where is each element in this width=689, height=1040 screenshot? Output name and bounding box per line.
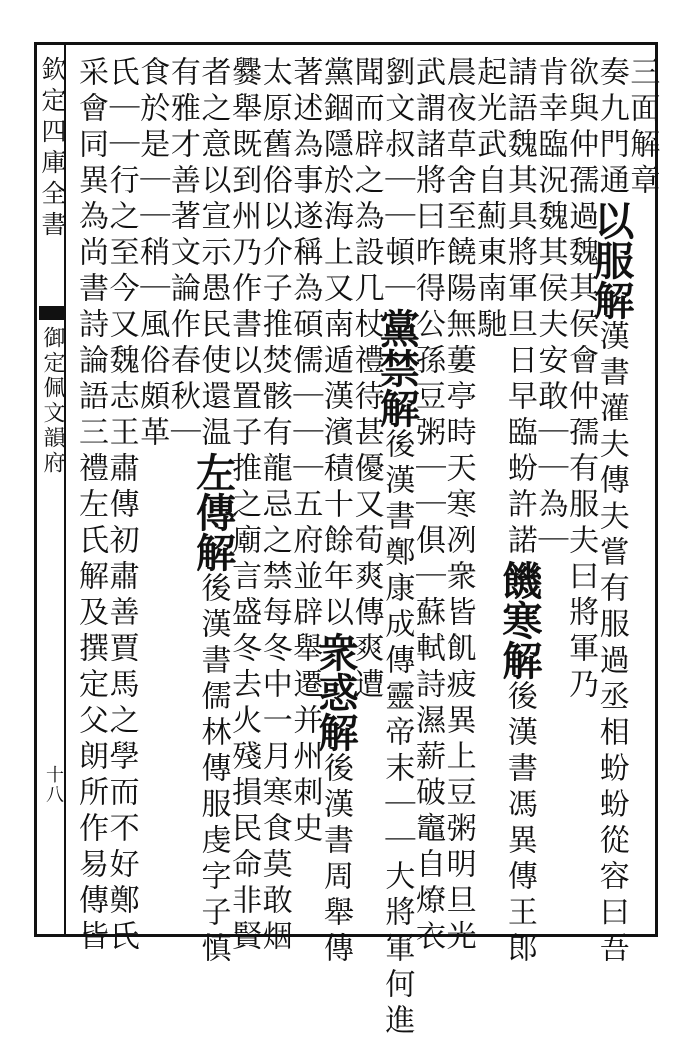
top-border bbox=[34, 42, 658, 45]
column-text: 肯幸臨況魏其侯夫安敢｜｜為｜ bbox=[532, 56, 568, 560]
margin-subtitle: 御定佩文韻府 bbox=[37, 300, 67, 476]
column-text: 晨夜草舍至饒陽無蔞亭時天寒冽衆皆飢疲異上豆粥明旦光 bbox=[440, 56, 476, 956]
column-text: 舉遷并州刺史 bbox=[287, 632, 323, 848]
column-text: 後漢書馮異傳王郎 bbox=[501, 680, 537, 968]
section-heading: 左傳解 bbox=[189, 452, 237, 572]
section-heading: 衆惑解 bbox=[312, 632, 360, 752]
column-text: 有雅才善著文論作春秋｜ bbox=[164, 56, 200, 452]
column-text: 采會同異為尚書詩論語三禮左氏解及撰定父朗所作易傳皆 bbox=[73, 56, 108, 956]
column-text: 者之意以宣示愚民使還温 bbox=[195, 56, 231, 452]
column-text: 著述為事遂稱為碩儒｜｜｜五府並辟 bbox=[287, 56, 323, 632]
column-text: 武謂諸將曰昨得公孫豆粥｜｜俱｜蘇軾詩濕薪破竈自燎衣 bbox=[409, 56, 445, 956]
margin-title: 欽定四庫全書 bbox=[38, 56, 67, 242]
column-text: 氏｜｜行之至今又魏志王肅傳初肅善賈馬之學而不好鄭氏 bbox=[103, 56, 139, 956]
column-text: 太原舊俗以介子推焚骸有龍忌之禁每冬中一月寒食莫敢烟 bbox=[256, 56, 292, 956]
column-text: 後漢書鄭康成傳靈帝末｜｜大將軍何進 bbox=[379, 428, 415, 1040]
column-text: 欲與仲孺過魏其侯會仲孺有服夫曰將軍乃 bbox=[563, 56, 599, 704]
section-heading: 以服解 bbox=[587, 200, 635, 320]
column-text: 起光武自薊東南馳 bbox=[471, 56, 507, 344]
column-text: 後漢書儒林傳服虔字子慎 bbox=[195, 572, 231, 968]
page-number: 十八 bbox=[43, 765, 64, 805]
fish-tail-mark bbox=[39, 306, 65, 320]
column-text: 食於是｜｜稍｜風俗頗革 bbox=[134, 56, 170, 452]
column-text: 爨舉既到州乃作書以置子推之廟言盛冬去火殘損民命非賢 bbox=[226, 56, 262, 956]
column-text: 後漢書周舉傳 bbox=[318, 752, 354, 968]
column-text: 漢書灌夫傳夫嘗有服過丞相蚡蚡從容曰吾 bbox=[593, 320, 629, 968]
column-text: 請語魏其具將軍旦日早臨蚡許諾 bbox=[501, 56, 537, 560]
column-text: 奏九門通 bbox=[593, 56, 629, 200]
column-text: 三面解章 bbox=[624, 56, 660, 200]
section-heading: 黨禁解 bbox=[373, 308, 421, 428]
section-heading: 饑寒解 bbox=[495, 560, 543, 680]
column-text: 黨錮隱於海上又南遁漢濱積十餘年以 bbox=[318, 56, 354, 632]
column-text: 劉文叔｜｜頓｜ bbox=[379, 56, 415, 308]
text-column bbox=[70, 56, 110, 956]
column-text: 聞而辟之為設几杖禮待甚優又荀爽傳爽遭 bbox=[348, 56, 384, 704]
